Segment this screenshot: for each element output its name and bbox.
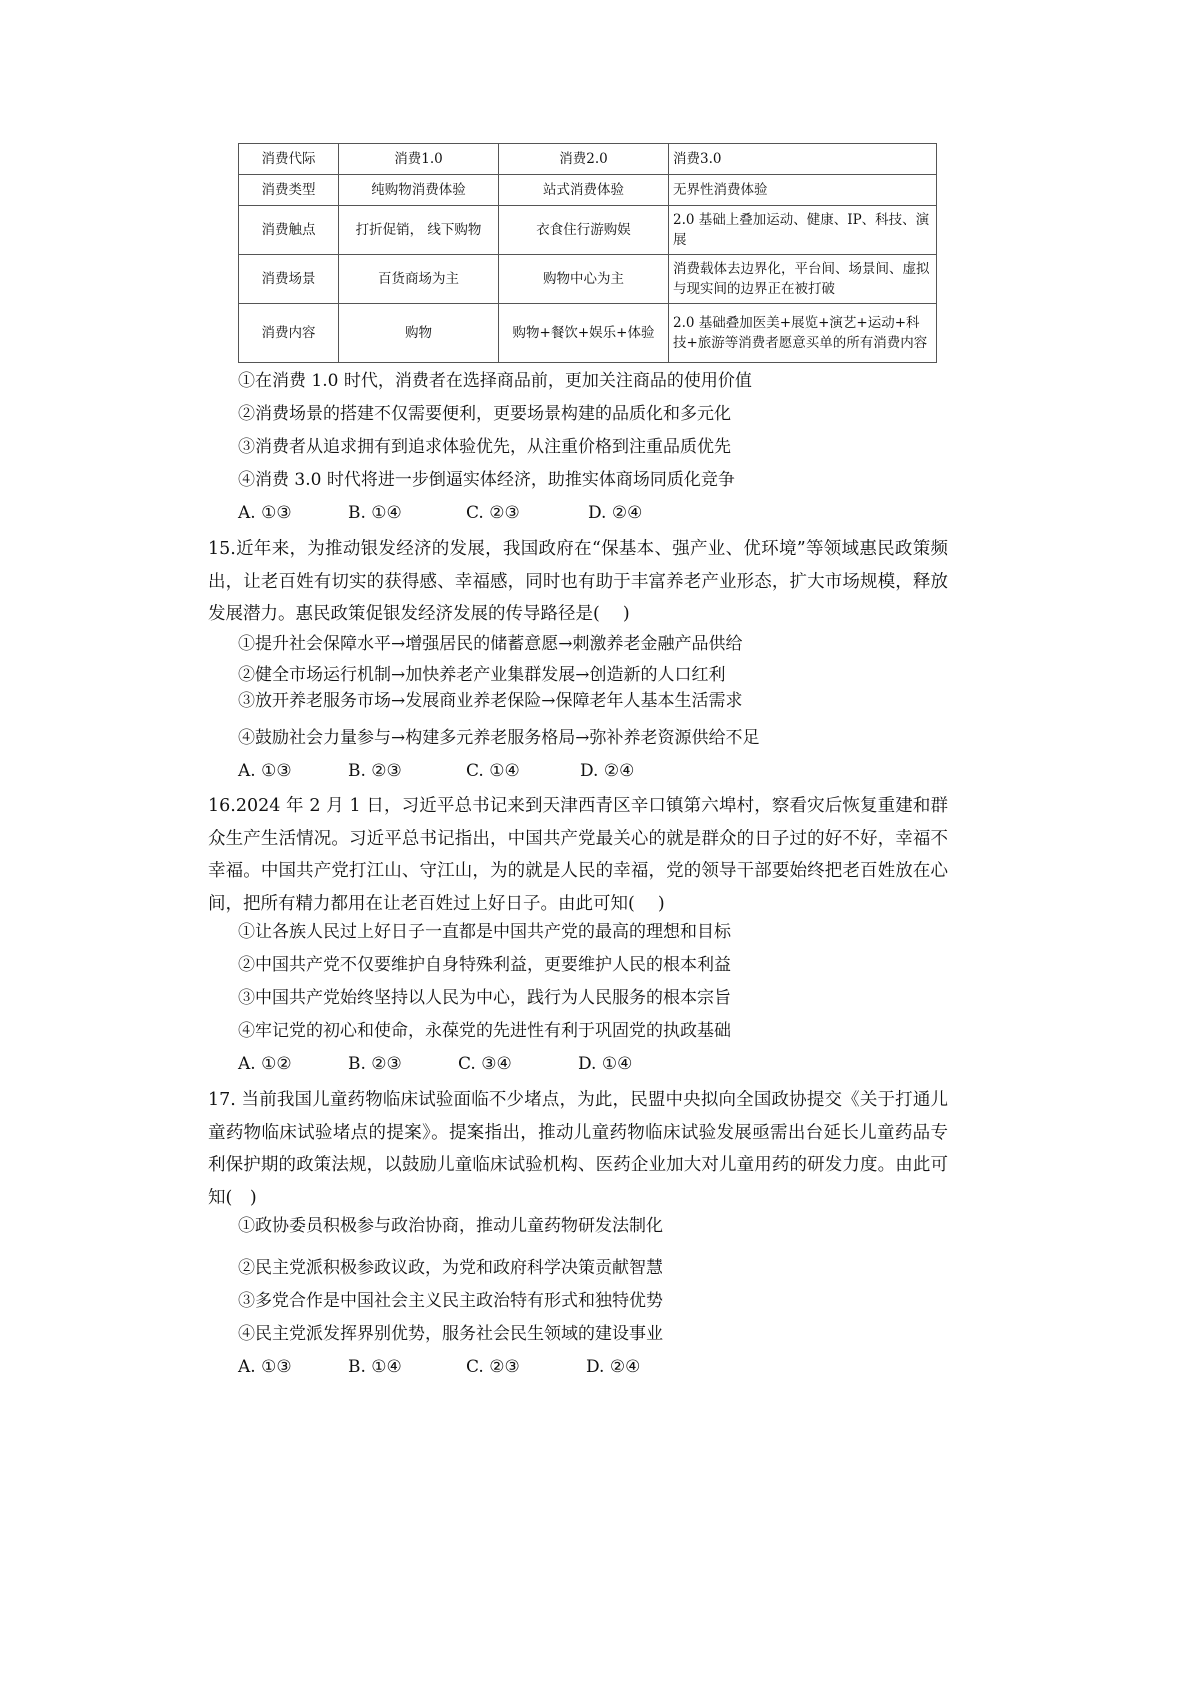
table-cell: 消费2.0 <box>499 144 669 175</box>
q17-choice-a: A. ①③ <box>238 1357 292 1377</box>
table-row <box>239 304 937 363</box>
table-cell: 百货商场为主 <box>339 255 499 304</box>
q16-choice-b: B. ②③ <box>348 1054 402 1074</box>
q17-choice-b: B. ①④ <box>348 1357 402 1377</box>
q17-choice-c: C. ②③ <box>466 1357 520 1377</box>
q17-item-4: ④民主党派发挥界别优势，服务社会民生领域的建设事业 <box>238 1324 663 1344</box>
table-cell: 消费内容 <box>239 304 339 363</box>
table-cell: 购物+餐饮+娱乐+体验 <box>499 304 669 363</box>
q16-item-1: ①让各族人民过上好日子一直都是中国共产党的最高的理想和目标 <box>238 922 731 942</box>
table-cell: 2.0 基础叠加医美+展览+演艺+运动+科技+旅游等消费者愿意买单的所有消费内容 <box>669 304 937 363</box>
table-cell: 消费载体去边界化，平台间、场景间、虚拟与现实间的边界正在被打破 <box>669 255 937 304</box>
table-cell: 购物 <box>339 304 499 363</box>
table-cell: 站式消费体验 <box>499 175 669 206</box>
q14-choice-a: A. ①③ <box>238 503 292 523</box>
table-cell: 消费场景 <box>239 255 339 304</box>
table-cell: 消费代际 <box>239 144 339 175</box>
q16-item-4: ④牢记党的初心和使命，永葆党的先进性有利于巩固党的执政基础 <box>238 1021 731 1041</box>
q17-item-2: ②民主党派积极参政议政，为党和政府科学决策贡献智慧 <box>238 1258 663 1278</box>
table-cell: 消费1.0 <box>339 144 499 175</box>
q14-choice-b: B. ①④ <box>348 503 402 523</box>
q16-stem: 16.2024 年 2 月 1 日，习近平总书记来到天津西青区辛口镇第六埠村，察看灾后恢复重建和群众生产生活情况。习近平总书记指出，中国共产党最关心的就是群众的日子过的好不好，幸福不幸福。中国共产党打江山、守江山，为的就是人民的幸福，党的领导干部要始终把老百姓放在心间，把所有精力都用在让老百姓过上好日子。由此可知( ) <box>208 796 948 914</box>
table-cell: 消费3.0 <box>669 144 937 175</box>
table-cell: 购物中心为主 <box>499 255 669 304</box>
consumption-table <box>238 143 937 363</box>
q15-choice-b: B. ②③ <box>348 761 402 781</box>
q15-choice-a: A. ①③ <box>238 761 292 781</box>
q15-item-2: ②健全市场运行机制→加快养老产业集群发展→创造新的人口红利 <box>238 665 726 685</box>
q14-item-1: ①在消费 1.0 时代，消费者在选择商品前，更加关注商品的使用价值 <box>238 371 752 391</box>
q14-item-4: ④消费 3.0 时代将进一步倒逼实体经济，助推实体商场同质化竞争 <box>238 470 735 490</box>
q17-choice-d: D. ②④ <box>586 1357 641 1377</box>
q15-stem: 15.近年来，为推动银发经济的发展，我国政府在“保基本、强产业、优环境”等领域惠民政策频出，让老百姓有切实的获得感、幸福感，同时也有助于丰富养老产业形态，扩大市场规模，释放发展潜力。惠民政策促银发经济发展的传导路径是( ) <box>208 539 948 624</box>
q15-item-1: ①提升社会保障水平→增强居民的储蓄意愿→刺激养老金融产品供给 <box>238 634 743 654</box>
q15-item-4: ④鼓励社会力量参与→构建多元养老服务格局→弥补养老资源供给不足 <box>238 728 760 748</box>
q14-item-3: ③消费者从追求拥有到追求体验优先，从注重价格到注重品质优先 <box>238 437 731 457</box>
q14-choice-d: D. ②④ <box>588 503 643 523</box>
q16-choice-a: A. ①② <box>238 1054 292 1074</box>
table-row <box>239 206 937 255</box>
table-cell: 打折促销， 线下购物 <box>339 206 499 255</box>
q16-choice-d: D. ①④ <box>578 1054 633 1074</box>
q17-item-1: ①政协委员积极参与政治协商，推动儿童药物研发法制化 <box>238 1216 663 1236</box>
q16-item-2: ②中国共产党不仅要维护自身特殊利益，更要维护人民的根本利益 <box>238 955 731 975</box>
table-cell: 2.0 基础上叠加运动、健康、IP、科技、演展 <box>669 206 937 255</box>
q17-stem: 17. 当前我国儿童药物临床试验面临不少堵点，为此，民盟中央拟向全国政协提交《关于打通儿童药物临床试验堵点的提案》。提案指出，推动儿童药物临床试验发展亟需出台延长儿童药品专利保护期的政策法规，以鼓励儿童临床试验机构、医药企业加大对儿童用药的研发力度。由此可知( ) <box>208 1090 948 1208</box>
table-cell: 无界性消费体验 <box>669 175 937 206</box>
table-cell: 消费触点 <box>239 206 339 255</box>
table-row <box>239 175 937 206</box>
q15-item-3: ③放开养老服务市场→发展商业养老保险→保障老年人基本生活需求 <box>238 691 743 711</box>
q15-choice-c: C. ①④ <box>466 761 520 781</box>
table-row <box>239 144 937 175</box>
table-cell: 纯购物消费体验 <box>339 175 499 206</box>
q16-item-3: ③中国共产党始终坚持以人民为中心，践行为人民服务的根本宗旨 <box>238 988 731 1008</box>
q17-item-3: ③多党合作是中国社会主义民主政治特有形式和独特优势 <box>238 1291 663 1311</box>
q16-choice-c: C. ③④ <box>458 1054 512 1074</box>
table-cell: 衣食住行游购娱 <box>499 206 669 255</box>
q15-choice-d: D. ②④ <box>580 761 635 781</box>
table-row <box>239 255 937 304</box>
table-cell: 消费类型 <box>239 175 339 206</box>
q14-item-2: ②消费场景的搭建不仅需要便利，更要场景构建的品质化和多元化 <box>238 404 731 424</box>
q14-choice-c: C. ②③ <box>466 503 520 523</box>
